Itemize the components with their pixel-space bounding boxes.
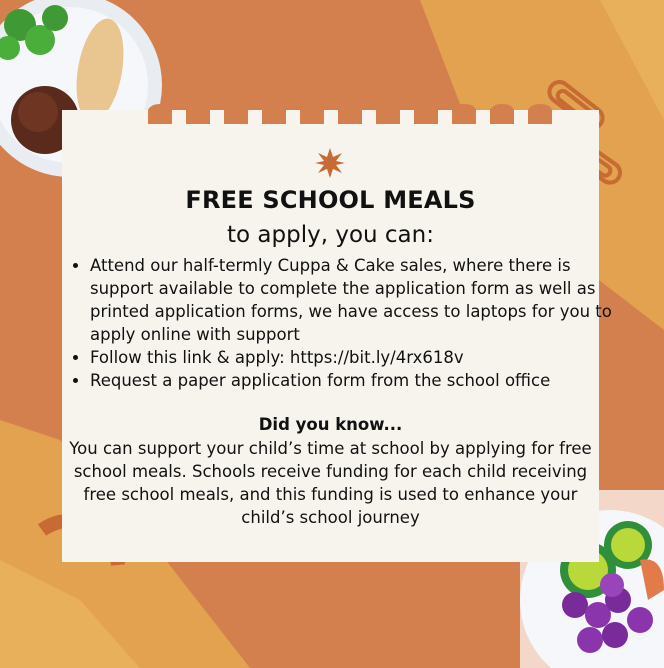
poster-title: FREE SCHOOL MEALS [185, 186, 476, 214]
did-you-know-body: You can support your child’s time at school by applying for free school meals. Schools receive funding for each child receiving free school meals, and this funding is used to enhance your child’s school journey [69, 439, 592, 527]
list-item: • Attend our half-termly Cuppa & Cake sales, where there is support available to complete the application form as well as printed application forms, we have access to laptops for you to apply online with support [90, 254, 620, 346]
list-item: • Follow this link & apply: https://bit.ly/4rx618v [90, 346, 620, 369]
list-item: • Request a paper application form from the school office [90, 369, 620, 392]
starburst-icon [315, 148, 345, 178]
did-you-know-heading: Did you know... [258, 415, 403, 434]
apply-options-list [70, 254, 620, 392]
poster-subtitle: to apply, you can: [227, 222, 434, 248]
